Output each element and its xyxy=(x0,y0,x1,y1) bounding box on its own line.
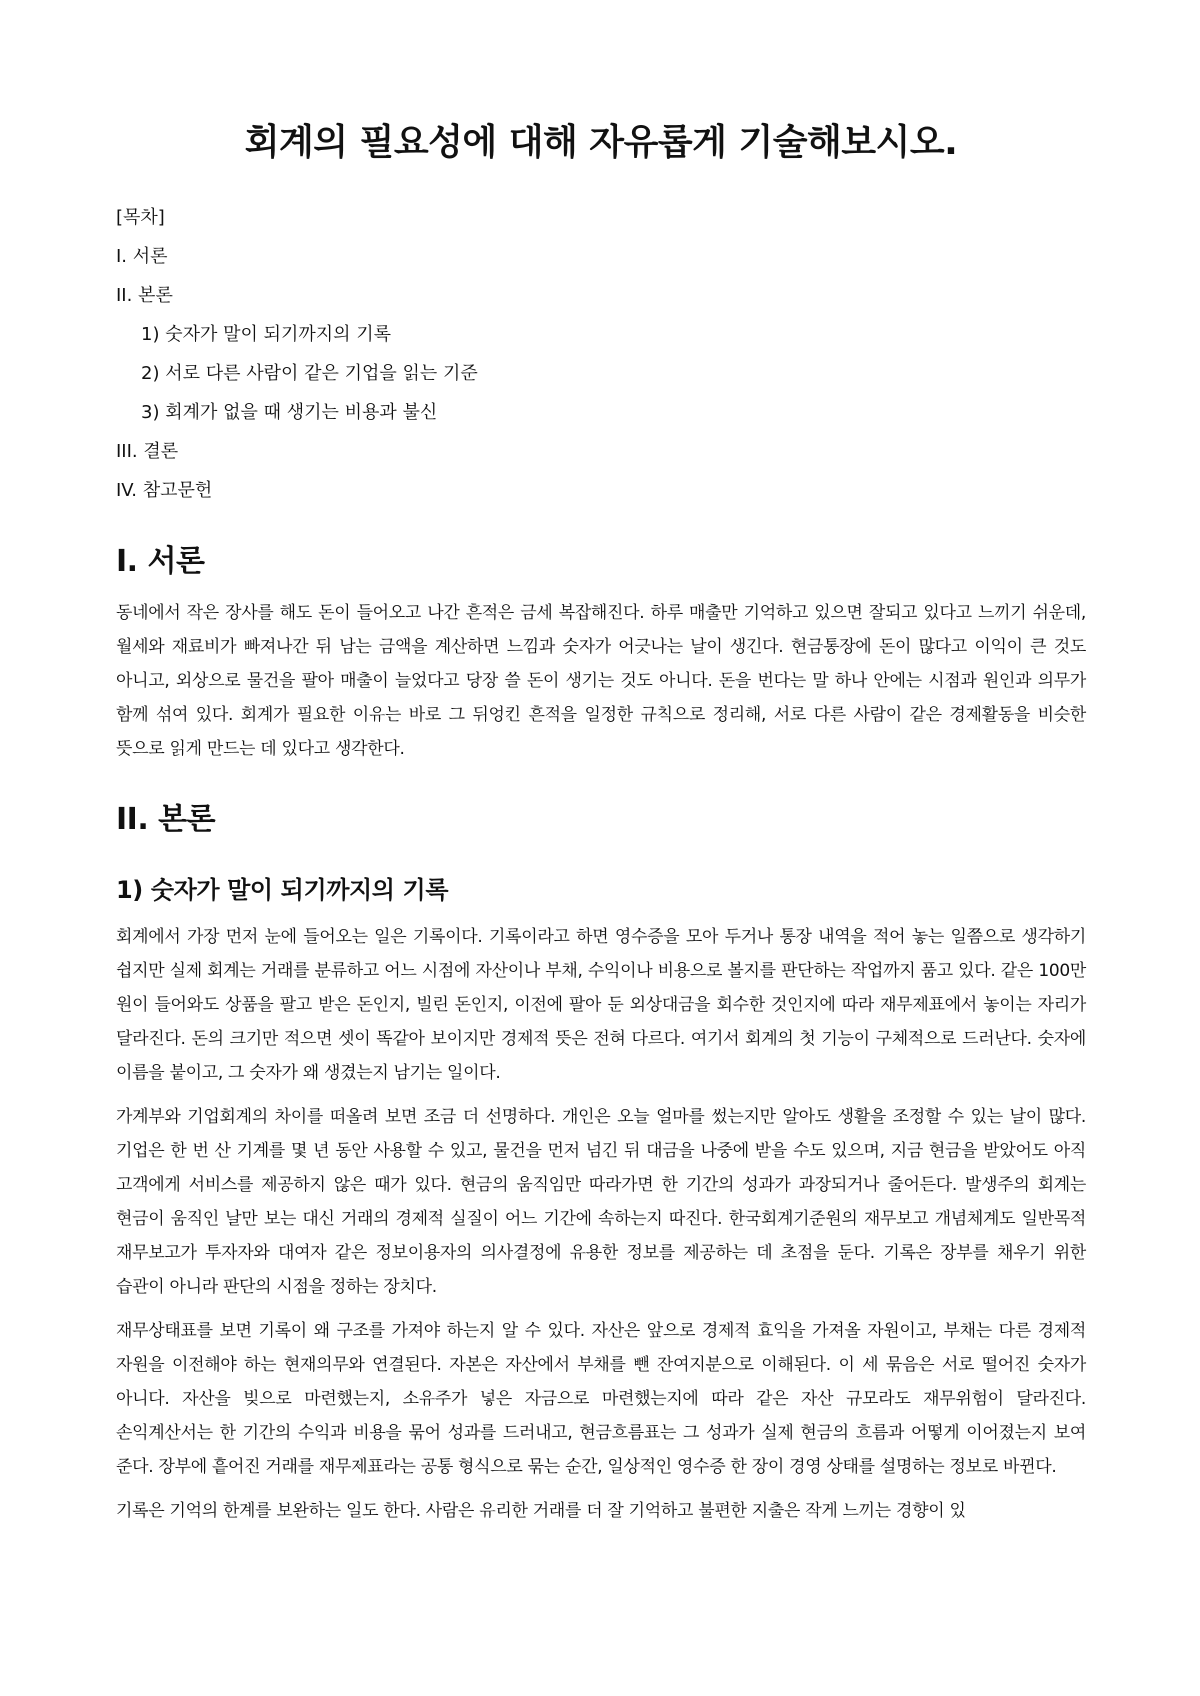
toc-item-conclusion: III. 결론 xyxy=(116,441,179,462)
section-heading-body: II. 본론 xyxy=(116,802,216,837)
body-paragraph: 기록은 기억의 한계를 보완하는 일도 한다. 사람은 유리한 거래를 더 잘 기억하고 불편한 지출은 작게 느끼는 경향이 있 xyxy=(116,1501,966,1521)
body-paragraph: 회계에서 가장 먼저 눈에 들어오는 일은 기록이다. 기록이라고 하면 영수증을 모아 두거나 통장 내역을 적어 놓는 일쯤으로 생각하기 쉽지만 실제 회계는 거래를 분류하고 어느 시점에 자산이나 부채, 수익이나 비용으로 볼지를 판단하는 작업까지 품고 있다. 같은 100만 원이 들어와도 상품을 팔고 받은 돈인지, 빌린 돈인지, 이전에 팔아 둔 외상대금을 회수한 것인지에 따라 재무제표에서 놓이는 자리가 달라진다. 돈의 크기만 적으면 셋이 똑같아 보이지만 경제적 뜻은 전혀 다르다. 여기서 회계의 첫 기능이 구체적으로 드러난다. 숫자에 이름을 붙이고, 그 숫자가 왜 생겼는지 남기는 일이다. xyxy=(116,927,1086,1083)
table-of-contents xyxy=(116,198,1086,510)
intro-paragraph: 동네에서 작은 장사를 해도 돈이 들어오고 나간 흔적은 금세 복잡해진다. 하루 매출만 기억하고 있으면 잘되고 있다고 느끼기 쉬운데, 월세와 재료비가 빠져나간 뒤 남는 금액을 계산하면 느낌과 숫자가 어긋나는 날이 생긴다. 현금통장에 돈이 많다고 이익이 큰 것도 아니고, 외상으로 물건을 팔아 매출이 늘었다고 당장 쓸 돈이 생기는 것도 아니다. 돈을 번다는 말 하나 안에는 시점과 원인과 의무가 함께 섞여 있다. 회계가 필요한 이유는 바로 그 뒤엉킨 흔적을 일정한 규칙으로 정리해, 서로 다른 사람이 같은 경제활동을 비슷한 뜻으로 읽게 만드는 데 있다고 생각한다. xyxy=(116,603,1087,759)
toc-heading: [목차] xyxy=(116,207,165,228)
toc-item-references: IV. 참고문헌 xyxy=(116,480,213,501)
toc-item-body-2: 2) 서로 다른 사람이 같은 기업을 읽는 기준 xyxy=(141,363,478,384)
toc-item-body-3: 3) 회계가 없을 때 생기는 비용과 불신 xyxy=(141,402,438,423)
body-paragraph: 재무상태표를 보면 기록이 왜 구조를 가져야 하는지 알 수 있다. 자산은 앞으로 경제적 효익을 가져올 자원이고, 부채는 다른 경제적 자원을 이전해야 하는 현재의무와 연결된다. 자본은 자산에서 부채를 뺀 잔여지분으로 이해된다. 이 세 묶음은 서로 떨어진 숫자가 아니다. 자산을 빚으로 마련했는지, 소유주가 넣은 자금으로 마련했는지에 따라 같은 자산 규모라도 재무위험이 달라진다. 손익계산서는 한 기간의 수익과 비용을 묶어 성과를 드러내고, 현금흐름표는 그 성과가 실제 현금의 흐름과 어떻게 이어졌는지 보여 준다. 장부에 흩어진 거래를 재무제표라는 공통 형식으로 묶는 순간, 일상적인 영수증 한 장이 경영 상태를 설명하는 정보로 바뀐다. xyxy=(116,1321,1086,1477)
toc-item-body-1: 1) 숫자가 말이 되기까지의 기록 xyxy=(141,324,392,345)
section-heading-intro: I. 서론 xyxy=(116,544,205,579)
toc-item-body: II. 본론 xyxy=(116,285,173,306)
document-title: 회계의 필요성에 대해 자유롭게 기술해보시오. xyxy=(244,122,958,163)
subsection-heading-1: 1) 숫자가 말이 되기까지의 기록 xyxy=(116,876,449,904)
toc-item-intro: I. 서론 xyxy=(116,246,168,267)
body-paragraph: 가계부와 기업회계의 차이를 떠올려 보면 조금 더 선명하다. 개인은 오늘 얼마를 썼는지만 알아도 생활을 조정할 수 있는 날이 많다. 기업은 한 번 산 기계를 몇 년 동안 사용할 수 있고, 물건을 먼저 넘긴 뒤 대금을 나중에 받을 수도 있으며, 지금 현금을 받았어도 아직 고객에게 서비스를 제공하지 않은 때가 있다. 현금의 움직임만 따라가면 한 기간의 성과가 과장되거나 줄어든다. 발생주의 회계는 현금이 움직인 날만 보는 대신 거래의 경제적 실질이 어느 기간에 속하는지 따진다. 한국회계기준원의 재무보고 개념체계도 일반목적 재무보고가 투자자와 대여자 같은 정보이용자의 의사결정에 유용한 정보를 제공하는 데 초점을 둔다. 기록은 장부를 채우기 위한 습관이 아니라 판단의 시점을 정하는 장치다. xyxy=(116,1107,1086,1297)
